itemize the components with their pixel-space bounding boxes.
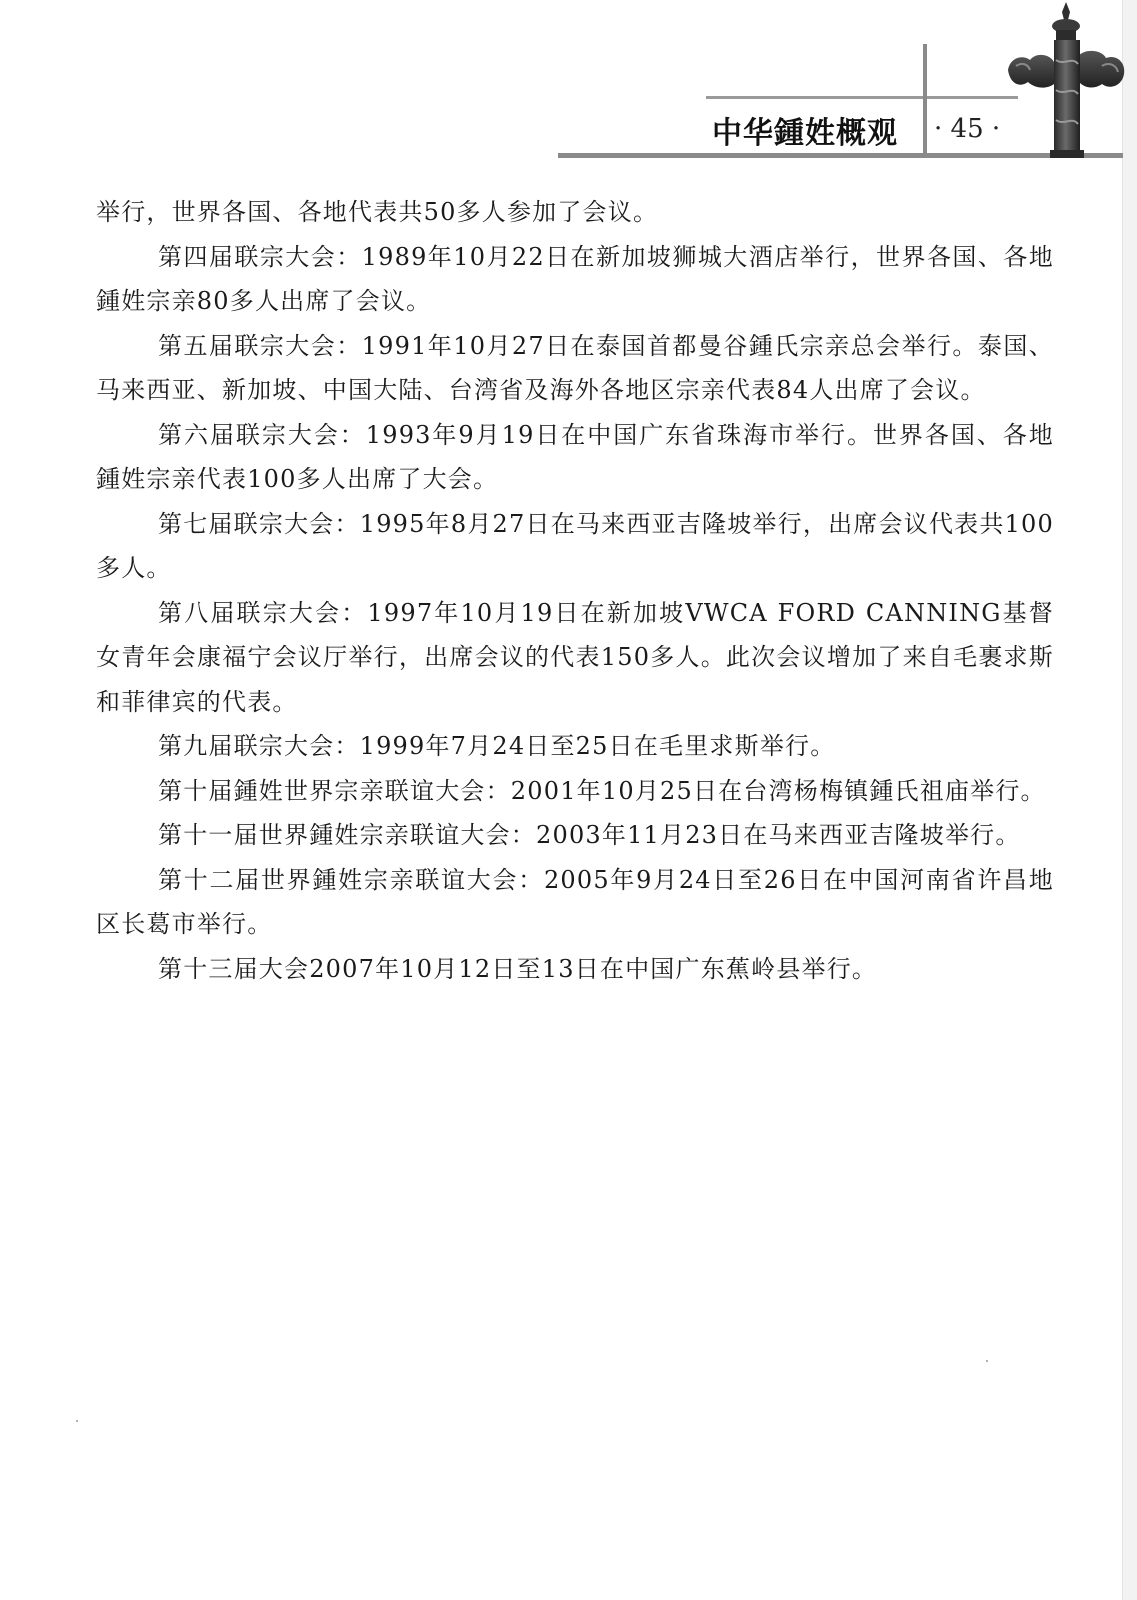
header-rule-top [706, 96, 1018, 99]
paragraph: 第五届联宗大会：1991年10月27日在泰国首都曼谷鍾氏宗亲总会举行。泰国、马来西亚、新加坡、中国大陆、台湾省及海外各地区宗亲代表84人出席了会议。 [96, 331, 1054, 404]
page-header [0, 0, 1137, 165]
scan-speck [76, 1420, 78, 1422]
book-title: 中华鍾姓概观 [712, 116, 898, 151]
paragraph: 第十一届世界鍾姓宗亲联谊大会：2003年11月23日在马来西亚吉隆坡举行。 [158, 821, 1021, 849]
page-number: · 45 · [934, 114, 1001, 144]
scan-speck [986, 1360, 988, 1362]
paragraph: 第十二届世界鍾姓宗亲联谊大会：2005年9月24日至26日在中国河南省许昌地区长葛市举行。 [96, 865, 1054, 938]
paragraph: 第六届联宗大会：1993年9月19日在中国广东省珠海市举行。世界各国、各地鍾姓宗亲代表100多人出席了大会。 [96, 420, 1054, 493]
page-edge-strip [1122, 0, 1137, 1600]
paragraph: 举行，世界各国、各地代表共50多人参加了会议。 [96, 198, 659, 226]
paragraph: 第八届联宗大会：1997年10月19日在新加坡VWCA FORD CANNING基督女青年会康福宁会议厅举行，出席会议的代表150多人。此次会议增加了来自毛裹求斯和菲律宾的代表。 [96, 598, 1054, 716]
huabiao-pillar-icon [1006, 0, 1126, 158]
paragraph: 第十届鍾姓世界宗亲联谊大会：2001年10月25日在台湾杨梅镇鍾氏祖庙举行。 [158, 776, 1046, 805]
header-divider [923, 44, 927, 156]
paragraph: 第四届联宗大会：1989年10月22日在新加坡狮城大酒店举行，世界各国、各地鍾姓宗亲80多人出席了会议。 [96, 242, 1054, 315]
paragraph: 第七届联宗大会：1995年8月27日在马来西亚吉隆坡举行，出席会议代表共100多人。 [96, 509, 1054, 582]
paragraph: 第九届联宗大会：1999年7月24日至25日在毛里求斯举行。 [158, 732, 836, 760]
body-text [96, 190, 1054, 991]
paragraph: 第十三届大会2007年10月12日至13日在中国广东蕉岭县举行。 [158, 954, 878, 983]
